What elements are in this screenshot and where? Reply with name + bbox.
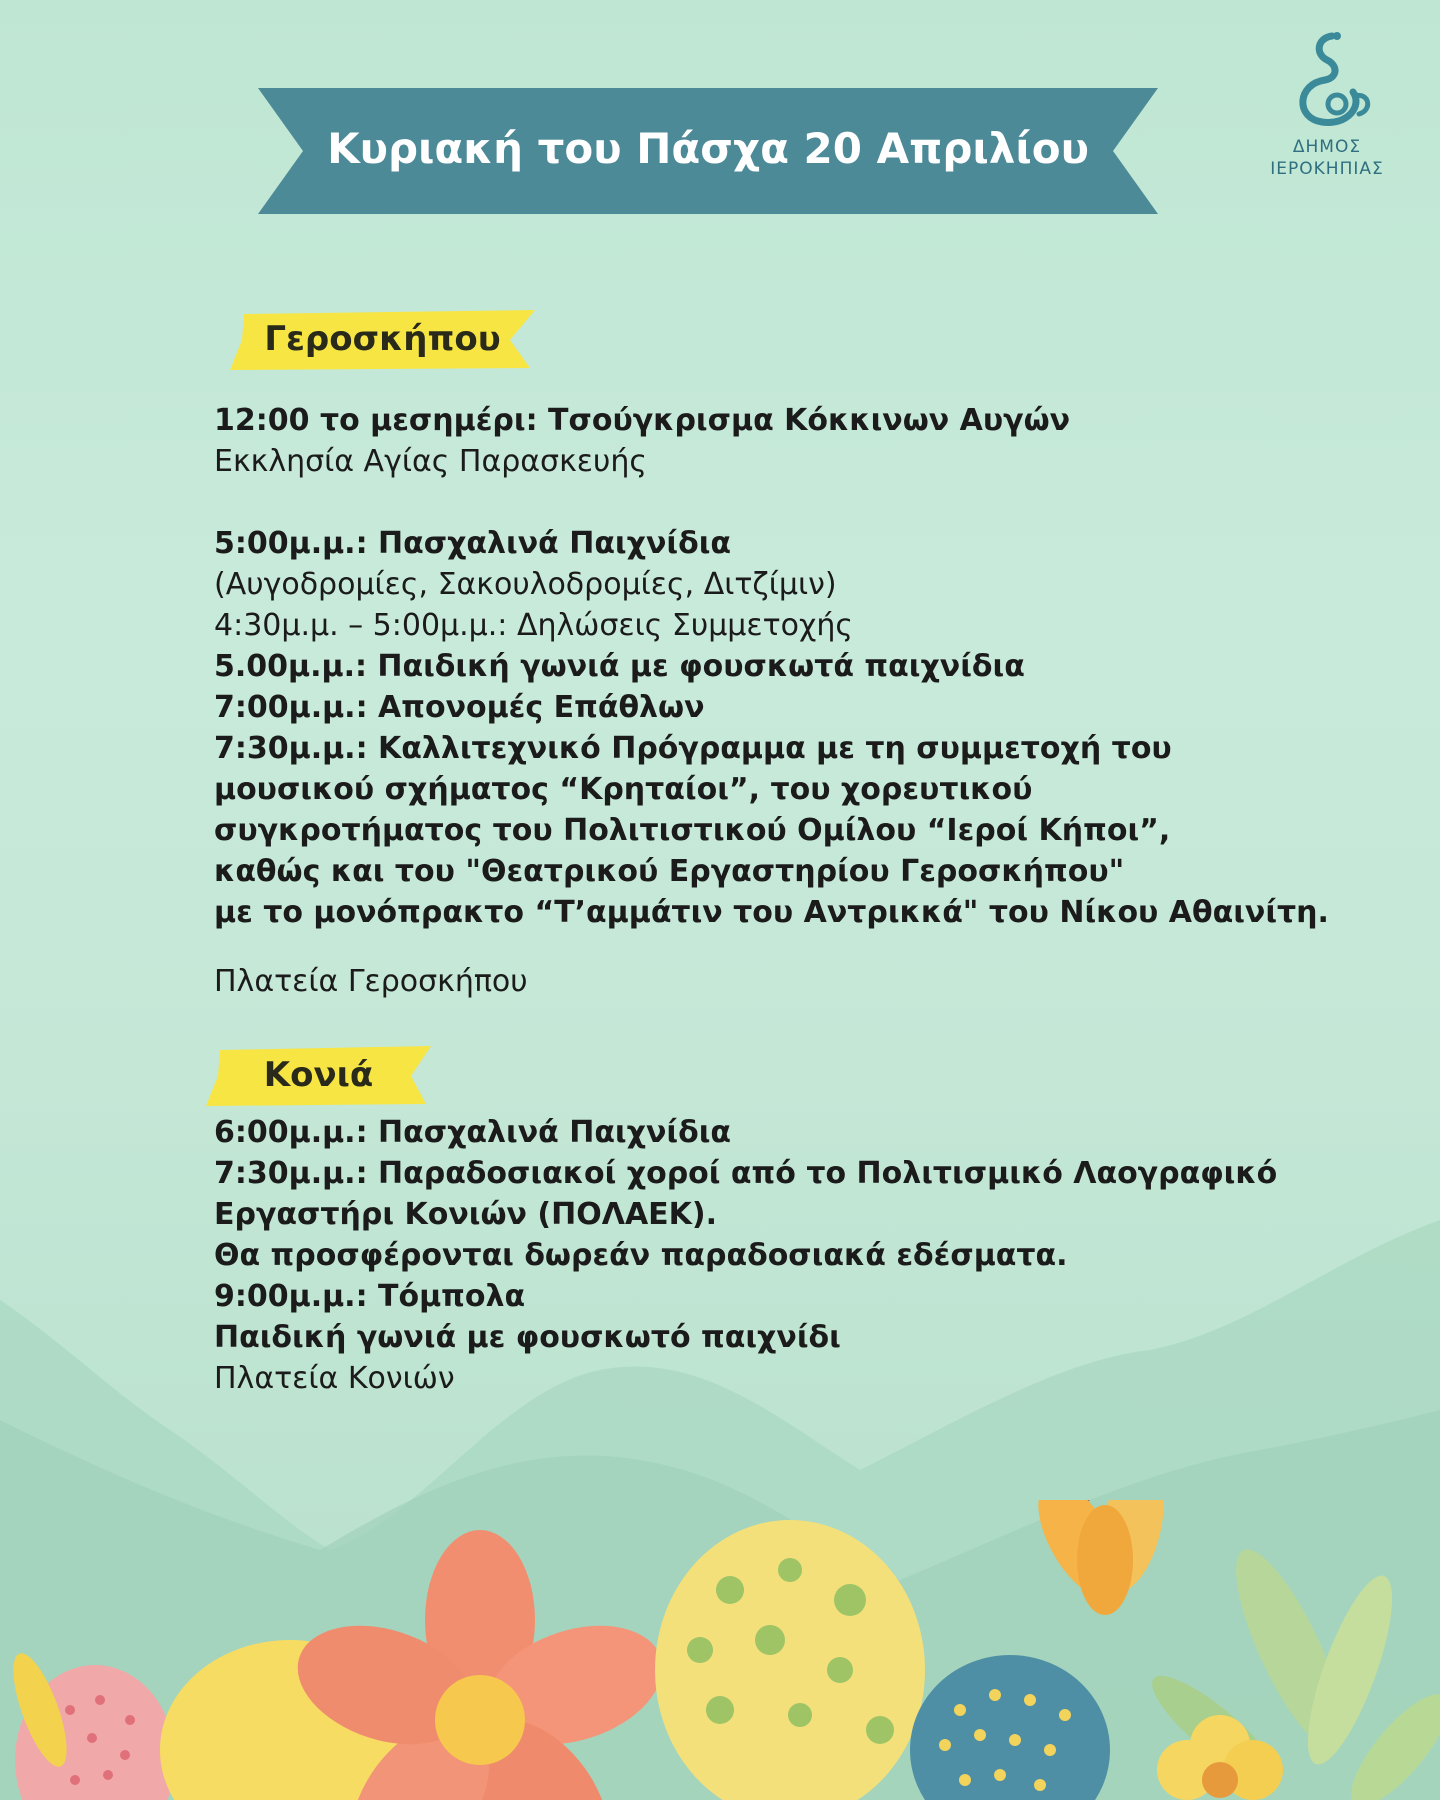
- section-tag-label: Κονιά: [263, 1055, 374, 1095]
- schedule-line: Εργαστήρι Κονιών (ΠΟΛΑΕΚ).: [214, 1197, 718, 1232]
- event-venue: Εκκλησία Αγίας Παρασκευής: [214, 444, 647, 479]
- section-geroskipou-schedule: [214, 523, 1329, 933]
- municipality-logo: [1262, 26, 1392, 180]
- section-tag-konia: [206, 1046, 431, 1106]
- section-tag-geroskipou: [230, 310, 535, 370]
- schedule-line: με το μονόπρακτο “Τ’αμμάτιν του Αντρικκά" του Νίκου Αθαινίτη.: [214, 895, 1329, 930]
- schedule-line: καθώς και του "Θεατρικού Εργαστηρίου Γεροσκήπου": [214, 854, 1125, 889]
- title-banner: [258, 88, 1158, 214]
- schedule-line: μουσικού σχήματος “Κρηταίοι”, του χορευτικού: [214, 772, 1033, 807]
- section-konia-schedule: [214, 1112, 1277, 1399]
- section-geroskipou-venue: [214, 961, 528, 1002]
- schedule-line: 9:00μ.μ.: Τόμπολα: [214, 1279, 526, 1314]
- schedule-line: συγκροτήματος του Πολιτιστικού Ομίλου “Ιεροί Κήποι”,: [214, 813, 1171, 848]
- page-title: Κυριακή του Πάσχα 20 Απριλίου: [327, 124, 1089, 173]
- schedule-line: 7:30μ.μ.: Καλλιτεχνικό Πρόγραμμα με τη συμμετοχή του: [214, 731, 1172, 766]
- easter-decoration: [0, 1500, 1440, 1800]
- swan-wave-icon: [1277, 26, 1377, 136]
- schedule-line: (Αυγοδρομίες, Σακουλοδρομίες, Διτζίμιν): [214, 567, 837, 602]
- schedule-line: Θα προσφέρονται δωρεάν παραδοσιακά εδέσματα.: [214, 1238, 1068, 1273]
- logo-line1: ΔΗΜΟΣ: [1292, 137, 1362, 157]
- schedule-line: 7:00μ.μ.: Απονομές Επάθλων: [214, 690, 705, 725]
- venue-label: Πλατεία Κονιών: [214, 1361, 455, 1396]
- venue-label: Πλατεία Γεροσκήπου: [214, 964, 528, 999]
- event-title: 12:00 το μεσημέρι: Τσούγκρισμα Κόκκινων Αυγών: [214, 403, 1071, 438]
- schedule-line: 5:00μ.μ.: Πασχαλινά Παιχνίδια: [214, 526, 732, 561]
- schedule-line: 7:30μ.μ.: Παραδοσιακοί χοροί από το Πολιτισμικό Λαογραφικό: [214, 1156, 1278, 1191]
- schedule-line: Παιδική γωνιά με φουσκωτό παιχνίδι: [214, 1320, 841, 1355]
- section-geroskipou-event1: [214, 400, 1070, 482]
- schedule-line: 4:30μ.μ. – 5:00μ.μ.: Δηλώσεις Συμμετοχής: [214, 608, 853, 643]
- schedule-line: 5.00μ.μ.: Παιδική γωνιά με φουσκωτά παιχνίδια: [214, 649, 1025, 684]
- schedule-line: 6:00μ.μ.: Πασχαλινά Παιχνίδια: [214, 1115, 732, 1150]
- section-tag-label: Γεροσκήπου: [264, 319, 501, 359]
- logo-line2: ΙΕΡΟΚΗΠΙΑΣ: [1270, 159, 1384, 179]
